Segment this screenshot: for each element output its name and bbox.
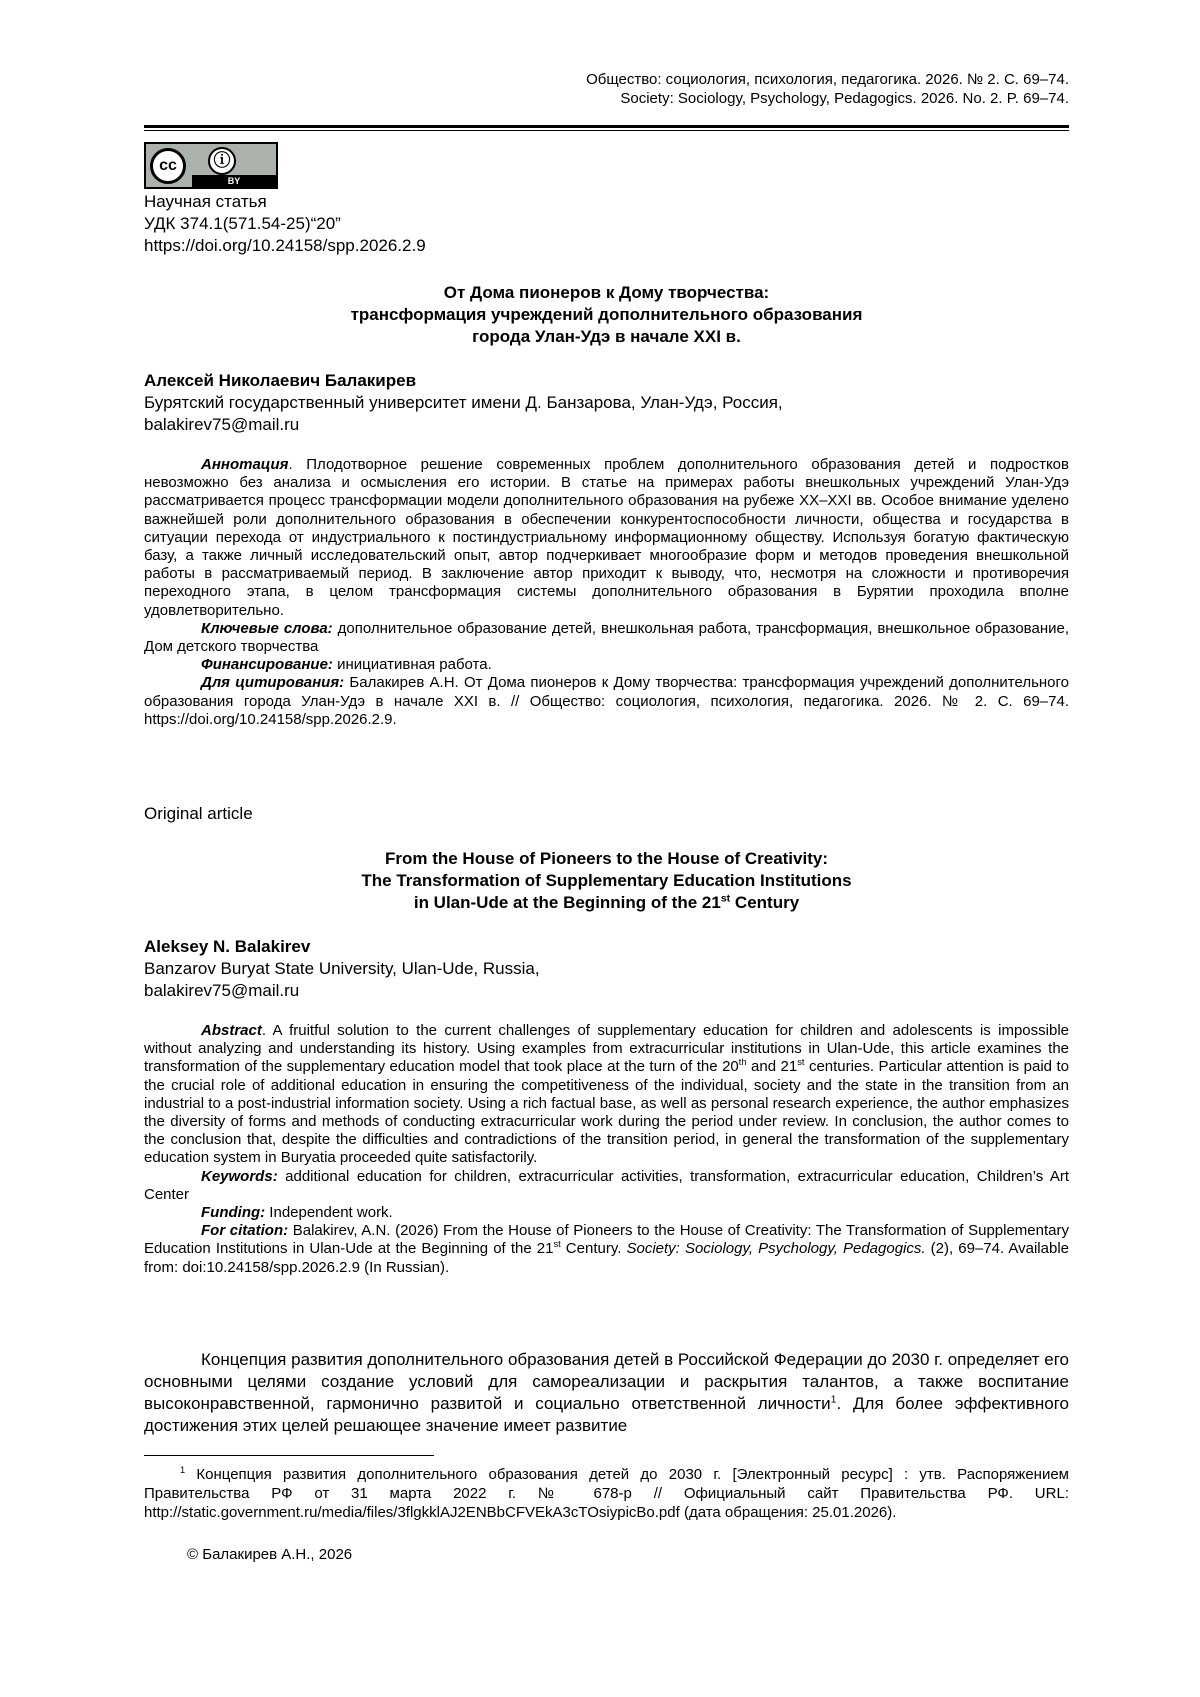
running-header [586,70,1069,108]
title-ru-line: города Улан-Удэ в начале XXI в. [472,327,741,346]
copyright-notice: © Балакирев А.Н., 2026 [187,1546,353,1563]
abstract-en-paragraph: Abstract. A fruitful solution to the current challenges of supplementary education for children and adolescents is impossible without analyzing and understanding its history. Using examples from extracurricular institutions in Ulan-Ude, this article examines the transformation of the supplementary education model that took place at the turn of the 20th and 21st centuries. Particular attention is paid to the crucial role of additional education in ensuring the competitiveness of the individual, society and the state in the transition from an industrial to a post-industrial information society. Using a rich factual base, as well as personal research experience, the author emphasizes the diversity of forms and methods of conducting extracurricular work during the period under review. In conclusion, the author comes to the conclusion that, despite the difficulties and contradictions of the transition period, in general the transformation of the supplementary education system in Buryatia proceeded quite satisfactorily. [144,1022,1069,1167]
abstract-label-en: Abstract [201,1022,262,1039]
funding-ru [144,656,1069,674]
title-ru [144,282,1069,348]
author-email-ru[interactable]: balakirev75@mail.ru [144,415,300,434]
journal-citation-en: Society: Sociology, Psychology, Pedagogics. 2026. No. 2. P. 69–74. [620,90,1069,107]
keywords-text-en: additional education for children, extracurricular activities, transformation, extracurricular education, Children’s Art Center [144,1167,1069,1203]
abstract-text-ru: . Плодотворное решение современных проблем дополнительного образования детей и подростков невозможно без анализа и осмысления его истории. В статье на примерах работы внешкольных учреждений Улан-Удэ рассматривается процесс трансформации модели дополнительного образования на рубеже XX–XXI вв. Особое внимание уделено важнейшей роли дополнительного образования в обеспечении конкурентоспособности личности, общества и государства в ситуации перехода от индустриального к постиндустриальному информационному обществу. Используя богатую фактическую базу, а также личный исследовательский опыт, автор подчеркивает многообразие форм и методов проведения внешкольной работы в рассматриваемый период. В заключение автор приходит к выводу, что, несмотря на сложности и противоречия переходного этапа, в целом трансформация системы дополнительного образования в Бурятии проходила вполне удовлетворительно. [144,456,1069,619]
creative-commons-icon: cc [150,148,186,184]
title-en-line: The Transformation of Supplementary Education Institutions [361,871,852,890]
funding-label-ru: Финансирование: [201,656,333,674]
author-name-en: Aleksey N. Balakirev [144,937,311,956]
by-label: BY [192,175,276,187]
attribution-icon: ⓘ [208,147,236,175]
udc-code: УДК 374.1(571.54-25)“20” [144,214,341,233]
author-name-ru: Алексей Николаевич Балакирев [144,371,417,390]
title-ru-line: От Дома пионеров к Дому творчества: [443,283,770,302]
citation-en: For citation: Balakirev, A.N. (2026) From the House of Pioneers to the House of Creativity: The Transformation of Supplementary Education Institutions in Ulan-Ude at the Beginning of the 21st Century. Society: Sociology, Psychology, Pedagogics. (2), 69–74. Available from: doi:10.24158/spp.2026.2.9 (In Russian). [144,1222,1069,1276]
keywords-label-en: Keywords: [201,1167,278,1185]
funding-label-en: Funding: [201,1204,266,1222]
article-type-ru: Научная статья [144,192,267,211]
footnote [144,1465,1069,1522]
keywords-label-ru: Ключевые слова: [201,619,333,637]
keywords-ru [144,620,1069,656]
footnote-reference[interactable]: 1 [830,1393,837,1406]
citation-journal-en: Society: Sociology, Psychology, Pedagogics. [626,1240,926,1258]
author-block-en [144,936,540,1002]
article-meta [144,191,426,257]
title-en [144,848,1069,914]
citation-text-ru: Балакирев А.Н. От Дома пионеров к Дому творчества: трансформация учреждений дополнительного образования города Улан-Удэ в начале XXI в. // Общество: социология, психология, педагогика. 2026. № 2. С. 69–74. https://doi.org/10.24158/spp.2026.2.9. [144,674,1069,728]
funding-text-ru: инициативная работа. [332,656,492,674]
funding-text-en: Independent work. [265,1204,393,1222]
keywords-text-ru: дополнительное образование детей, внешкольная работа, трансформация, внешкольное образование, Дом детского творчества [144,619,1070,656]
body-paragraph: Концепция развития дополнительного образования детей в Российской Федерации до 2030 г. определяет его основными целями создание условий для самореализации и раскрытия талантов, а также воспитание высоконравственной, гармонично развитой и социально ответственной личности$^1$. Для более эффективного достижения этих целей решающее значение имеет развитие [144,1350,1069,1435]
author-block-ru [144,370,783,436]
abstract-label-ru: Аннотация [201,456,289,473]
abstract-ru [144,456,1069,729]
title-en-line: From the House of Pioneers to the House of Creativity: [384,849,828,868]
abstract-ru-paragraph [144,456,1069,620]
article-type-en: Original article [144,804,253,823]
title-en-line: in Ulan-Ude at the Beginning of the 21st Century [413,892,800,912]
funding-en [144,1204,1069,1222]
citation-ru [144,674,1069,729]
footnote-mark: 1 [180,1465,186,1475]
title-ru-line: трансформация учреждений дополнительного образования [350,305,863,324]
header-rule-thin [144,130,1069,131]
cc-by-license-badge[interactable] [144,142,278,189]
author-affiliation-en: Banzarov Buryat State University, Ulan-Ude, Russia, [144,959,540,978]
keywords-en [144,1168,1069,1204]
citation-label-en: For citation: [201,1222,289,1240]
journal-citation-ru: Общество: социология, психология, педагогика. 2026. № 2. С. 69–74. [586,71,1069,88]
header-rule-thick [144,125,1069,128]
author-email-en[interactable]: balakirev75@mail.ru [144,981,300,1000]
citation-label-ru: Для цитирования: [201,674,345,692]
footnote-separator [144,1455,434,1456]
doi-link[interactable]: https://doi.org/10.24158/spp.2026.2.9 [144,236,426,255]
abstract-en [144,1022,1069,1277]
author-affiliation-ru: Бурятский государственный университет имени Д. Банзарова, Улан-Удэ, Россия, [144,393,783,412]
footnote-text: Концепция развития дополнительного образования детей до 2030 г. [Электронный ресурс] : утв. Распоряжением Правительства РФ от 31 марта 2022 г. № 678-р // Официальный сайт Правительства РФ. URL: http://static.government.ru/media/files/3flgkklAJ2ENBbCFVEkA3cTOsiypicBo.pdf (дата обращения: 25.01.2026). [144,1466,1069,1521]
